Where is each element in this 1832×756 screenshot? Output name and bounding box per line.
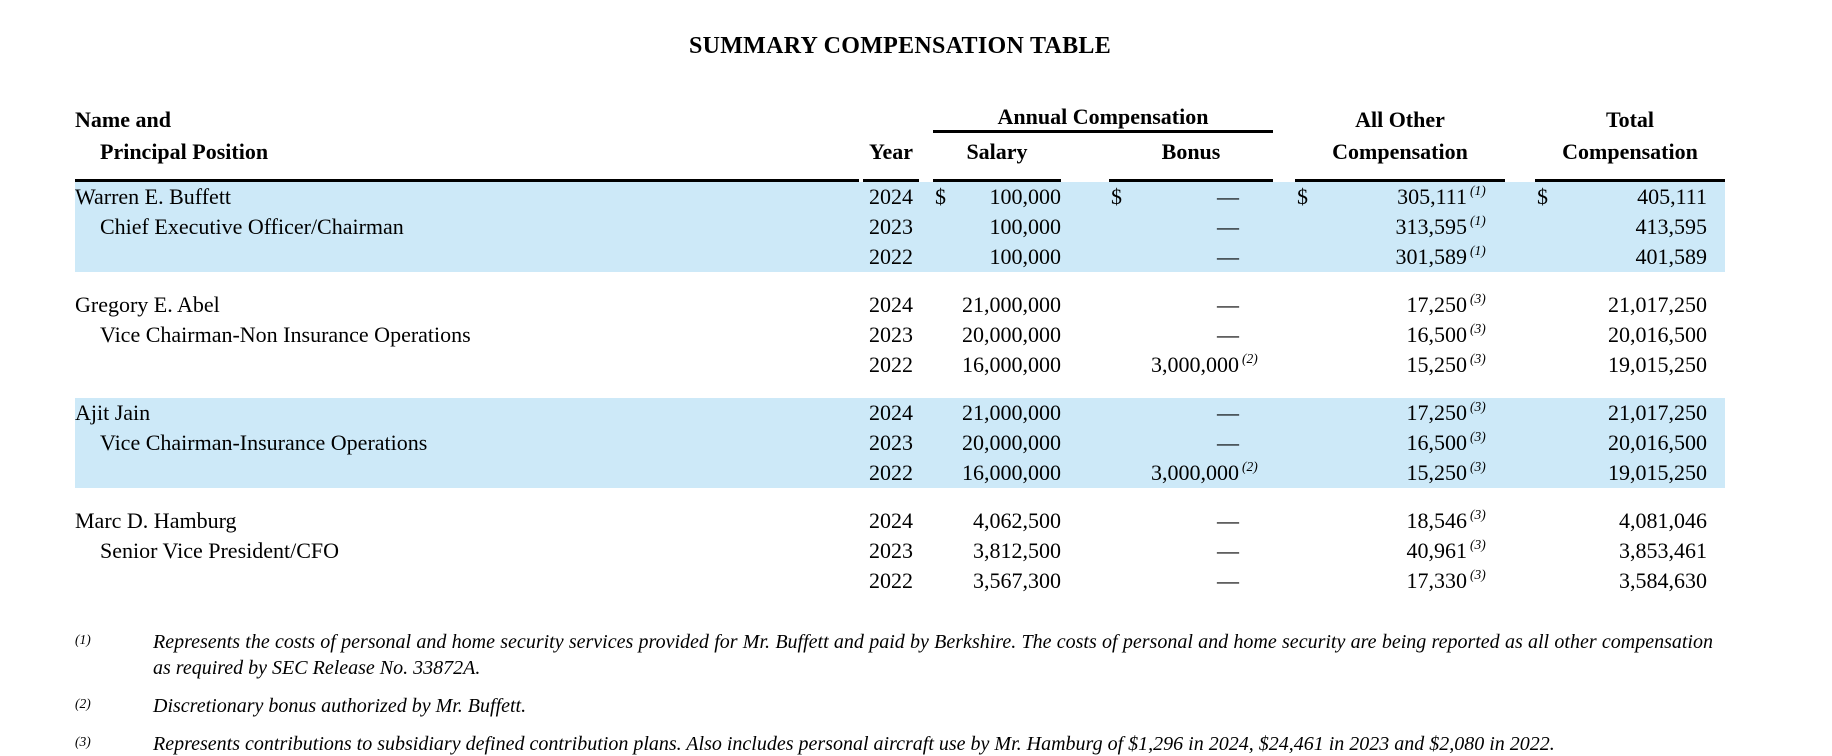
bonus-cell: — (1217, 184, 1239, 209)
table-row (75, 566, 1725, 596)
header-total-line2: Compensation (1562, 139, 1698, 164)
executive-group-buffett (75, 182, 1725, 272)
executive-name: Gregory E. Abel (75, 292, 220, 317)
bonus-cell: — (1217, 322, 1239, 347)
footnote-3 (75, 731, 1735, 756)
year-cell: 2022 (869, 460, 913, 485)
table-header-row-2 (75, 133, 1725, 179)
total-compensation-cell: 3,584,630 (1619, 568, 1707, 593)
header-year: Year (869, 139, 913, 164)
total-compensation-cell: 3,853,461 (1619, 538, 1707, 563)
other-footnote-ref: (3) (1470, 459, 1486, 474)
executive-group-abel (75, 290, 1725, 380)
executive-position: Chief Executive Officer/Chairman (100, 214, 404, 239)
executive-name: Marc D. Hamburg (75, 508, 237, 533)
salary-cell: 100,000 (989, 184, 1061, 209)
other-footnote-ref: (3) (1470, 321, 1486, 336)
year-cell: 2022 (869, 244, 913, 269)
header-annual-compensation: Annual Compensation (933, 104, 1273, 133)
executive-name: Ajit Jain (75, 400, 151, 425)
total-compensation-cell: 21,017,250 (1608, 400, 1707, 425)
year-cell: 2022 (869, 352, 913, 377)
year-cell: 2023 (869, 538, 913, 563)
year-cell: 2024 (869, 508, 913, 533)
bonus-footnote-ref: (2) (1242, 459, 1258, 474)
bonus-cell: 3,000,000 (1151, 460, 1239, 485)
footnote-marker: (3) (75, 734, 91, 749)
header-bonus: Bonus (1161, 139, 1221, 164)
other-footnote-ref: (3) (1470, 291, 1486, 306)
salary-cell: 20,000,000 (962, 322, 1061, 347)
total-compensation-cell: 413,595 (1635, 214, 1707, 239)
all-other-compensation-cell: 16,500 (1406, 430, 1467, 455)
total-compensation-cell: 401,589 (1635, 244, 1707, 269)
total-compensation-cell: 4,081,046 (1619, 508, 1707, 533)
salary-cell: 16,000,000 (962, 352, 1061, 377)
bonus-cell: — (1217, 214, 1239, 239)
total-dollar-sign: $ (1537, 184, 1548, 209)
salary-cell: 20,000,000 (962, 430, 1061, 455)
salary-cell: 3,567,300 (973, 568, 1061, 593)
year-cell: 2023 (869, 214, 913, 239)
bonus-footnote-ref (1239, 176, 1273, 206)
year-cell: 2022 (869, 568, 913, 593)
salary-cell: 100,000 (989, 244, 1061, 269)
table-row (75, 242, 1725, 272)
salary-cell: 21,000,000 (962, 292, 1061, 317)
all-other-compensation-cell: 313,595 (1395, 214, 1467, 239)
table-row (75, 458, 1725, 488)
all-other-compensation-cell: 18,546 (1406, 508, 1467, 533)
other-footnote-ref: (3) (1470, 567, 1486, 582)
footnotes (75, 629, 1735, 756)
bonus-cell: — (1217, 538, 1239, 563)
table-header-row-1 (75, 97, 1725, 133)
all-other-compensation-cell: 16,500 (1406, 322, 1467, 347)
total-compensation-cell: 19,015,250 (1608, 352, 1707, 377)
total-compensation-cell: 20,016,500 (1608, 430, 1707, 455)
footnote-marker: (1) (75, 632, 91, 647)
summary-compensation-table (75, 97, 1725, 596)
total-compensation-cell: 21,017,250 (1608, 292, 1707, 317)
bonus-cell: — (1217, 568, 1239, 593)
year-cell: 2024 (869, 400, 913, 425)
executive-position: Vice Chairman-Non Insurance Operations (100, 322, 471, 347)
bonus-cell: — (1217, 244, 1239, 269)
other-footnote-ref: (1) (1470, 243, 1486, 258)
total-compensation-cell: 19,015,250 (1608, 460, 1707, 485)
footnote-marker: (2) (75, 696, 91, 711)
all-other-compensation-cell: 305,111 (1397, 184, 1467, 209)
all-other-compensation-cell: 40,961 (1406, 538, 1467, 563)
year-cell: 2023 (869, 322, 913, 347)
header-all-other-line1: All Other (1355, 107, 1445, 132)
executive-group-jain (75, 398, 1725, 488)
other-footnote-ref: (3) (1470, 507, 1486, 522)
page-title: SUMMARY COMPENSATION TABLE (688, 33, 1112, 59)
executive-name: Warren E. Buffett (75, 184, 232, 209)
bonus-footnote-ref: (2) (1242, 351, 1258, 366)
total-compensation-cell: 20,016,500 (1608, 322, 1707, 347)
header-all-other-line2: Compensation (1332, 139, 1468, 164)
all-other-compensation-cell: 15,250 (1406, 460, 1467, 485)
salary-cell: 4,062,500 (973, 508, 1061, 533)
other-footnote-ref: (1) (1470, 183, 1486, 198)
all-other-compensation-cell: 17,330 (1406, 568, 1467, 593)
other-footnote-ref: (3) (1470, 429, 1486, 444)
other-footnote-ref: (3) (1470, 351, 1486, 366)
other-footnote-ref: (1) (1470, 213, 1486, 228)
year-cell: 2024 (869, 292, 913, 317)
other-footnote-ref: (3) (1470, 537, 1486, 552)
header-name-line1: Name and (75, 107, 171, 132)
year-cell: 2023 (869, 430, 913, 455)
salary-cell: 21,000,000 (962, 400, 1061, 425)
other-footnote-ref: (3) (1470, 399, 1486, 414)
bonus-cell: 3,000,000 (1151, 352, 1239, 377)
executive-position: Vice Chairman-Insurance Operations (100, 430, 428, 455)
salary-cell: 3,812,500 (973, 538, 1061, 563)
footnote-2 (75, 693, 1735, 719)
header-principal-position: Principal Position (100, 139, 269, 164)
header-salary: Salary (966, 139, 1028, 164)
total-compensation-cell: 405,111 (1637, 184, 1707, 209)
footnote-text: Discretionary bonus authorized by Mr. Buffett. (153, 695, 527, 717)
bonus-dollar-sign: $ (1111, 184, 1122, 209)
table-row (75, 350, 1725, 380)
salary-cell: 16,000,000 (962, 460, 1061, 485)
year-cell: 2024 (869, 184, 913, 209)
bonus-cell: — (1217, 400, 1239, 425)
bonus-cell: — (1217, 508, 1239, 533)
salary-dollar-sign: $ (935, 184, 946, 209)
footnote-1 (75, 629, 1735, 681)
all-other-compensation-cell: 301,589 (1395, 244, 1467, 269)
all-other-compensation-cell: 15,250 (1406, 352, 1467, 377)
bonus-cell: — (1217, 292, 1239, 317)
other-dollar-sign: $ (1297, 184, 1308, 209)
header-total-line1: Total (1605, 107, 1655, 132)
all-other-compensation-cell: 17,250 (1406, 400, 1467, 425)
salary-cell: 100,000 (989, 214, 1061, 239)
all-other-compensation-cell: 17,250 (1406, 292, 1467, 317)
footnote-text: Represents the costs of personal and home security services provided for Mr. Buffett and paid by Berkshire. The costs of personal and home security are being reported as all other compensation as required by SEC Release No. 33872A. (153, 631, 1713, 679)
executive-position: Senior Vice President/CFO (100, 538, 340, 563)
footnote-text: Represents contributions to subsidiary defined contribution plans. Also includes personal aircraft use by Mr. Hamburg of $1,296 in 2024, $24,461 in 2023 and $2,080 in 2022. (153, 733, 1555, 755)
bonus-cell: — (1217, 430, 1239, 455)
executive-group-hamburg (75, 506, 1725, 596)
